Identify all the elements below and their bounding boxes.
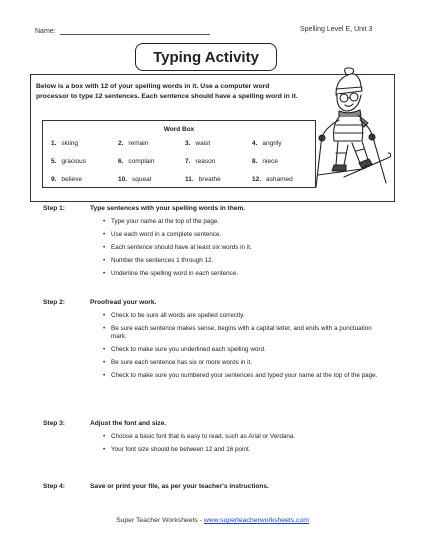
- step-label: Step 3:: [43, 420, 65, 427]
- word-text: ashamed: [266, 176, 293, 183]
- step-label: Step 1:: [43, 205, 65, 212]
- word-number: 8.: [252, 158, 258, 165]
- word-text: angrily: [262, 140, 282, 147]
- word-number: 7.: [185, 158, 191, 165]
- intro-text: Below is a box with 12 of your spelling words in it. Use a computer word processor to type 12 sentences. Each sentence should have a spelling word in it.: [36, 83, 298, 100]
- skier-illustration: [306, 65, 392, 195]
- name-label: Name:: [35, 28, 56, 35]
- step-label: Step 4:: [43, 483, 65, 490]
- step-heading: Save or print your file, as per your teacher's instructions.: [90, 483, 269, 490]
- level-label: Spelling Level E, Unit 3: [300, 26, 373, 33]
- word-box-item: [51, 158, 118, 165]
- word-text: skiing: [61, 140, 79, 147]
- word-text: reason: [195, 158, 216, 165]
- word-number: 11.: [185, 176, 194, 183]
- step-bullet: • Check to make sure you numbered your sentences and typed your name at the top of the page.: [103, 372, 383, 380]
- step-bullet: • Choose a basic font that is easy to read, such as Arial or Verdana.: [103, 433, 383, 441]
- step-label: Step 2:: [43, 299, 65, 306]
- word-box-item: [185, 140, 252, 147]
- name-line: [60, 26, 210, 35]
- word-number: 12.: [252, 176, 262, 183]
- word-box-item: [51, 176, 118, 183]
- word-number: 9.: [51, 176, 57, 183]
- word-box-item: [118, 176, 185, 183]
- word-text: remain: [128, 140, 149, 147]
- word-number: 5.: [51, 158, 57, 165]
- footer-text: Super Teacher Worksheets -: [116, 517, 204, 524]
- word-number: 2.: [118, 140, 124, 147]
- word-box-item: [185, 176, 252, 183]
- word-text: niece: [262, 158, 278, 165]
- page-title: Typing Activity: [135, 43, 277, 71]
- word-number: 3.: [185, 140, 191, 147]
- word-text: breathe: [198, 176, 221, 183]
- word-number: 1.: [51, 140, 57, 147]
- word-box-item: [185, 158, 252, 165]
- step-bullet: • Each sentence should have at least six words in it.: [103, 244, 383, 252]
- name-field: [35, 26, 210, 35]
- word-box-title: Word Box: [163, 126, 195, 133]
- step-bullet: • Check to be sure all words are spelled correctly.: [103, 312, 383, 320]
- word-number: 10.: [118, 176, 128, 183]
- step-bullet-list: [103, 218, 383, 282]
- step-bullet: • Use each word in a complete sentence.: [103, 231, 383, 239]
- step-bullet: • Be sure each sentence has six or more words in it.: [103, 359, 383, 367]
- step-heading: Adjust the font and size.: [90, 420, 167, 427]
- word-text: complain: [128, 158, 155, 165]
- word-box-grid: [51, 140, 311, 183]
- word-box-item: [118, 140, 185, 147]
- step-bullet-list: [103, 433, 383, 459]
- word-number: 6.: [118, 158, 124, 165]
- footer: [0, 517, 425, 524]
- word-text: waist: [195, 140, 211, 147]
- step-bullet-list: [103, 312, 383, 385]
- step-bullet: • Number the sentences 1 through 12.: [103, 257, 383, 265]
- footer-link[interactable]: www.superteacherworksheets.com: [203, 517, 309, 524]
- word-box-item: [118, 158, 185, 165]
- word-box: [42, 120, 316, 188]
- step-bullet: • Type your name at the top of the page.: [103, 218, 383, 226]
- word-box-item: [51, 140, 118, 147]
- step-bullet: • Be sure each sentence makes sense, begins with a capital letter, and ends with a punctuation mark.: [103, 325, 383, 342]
- step-bullet: • Your font size should be between 12 and 16 point.: [103, 446, 383, 454]
- step-heading: Type sentences with your spelling words in them.: [90, 205, 246, 212]
- step-heading: Proofread your work.: [90, 299, 157, 306]
- word-text: believe: [61, 176, 83, 183]
- word-text: gracious: [61, 158, 86, 165]
- step-bullet: • Check to make sure you underlined each spelling word.: [103, 346, 383, 354]
- word-number: 4.: [252, 140, 258, 147]
- word-text: squeal: [132, 176, 152, 183]
- step-bullet: • Underline the spelling word in each sentence.: [103, 270, 383, 278]
